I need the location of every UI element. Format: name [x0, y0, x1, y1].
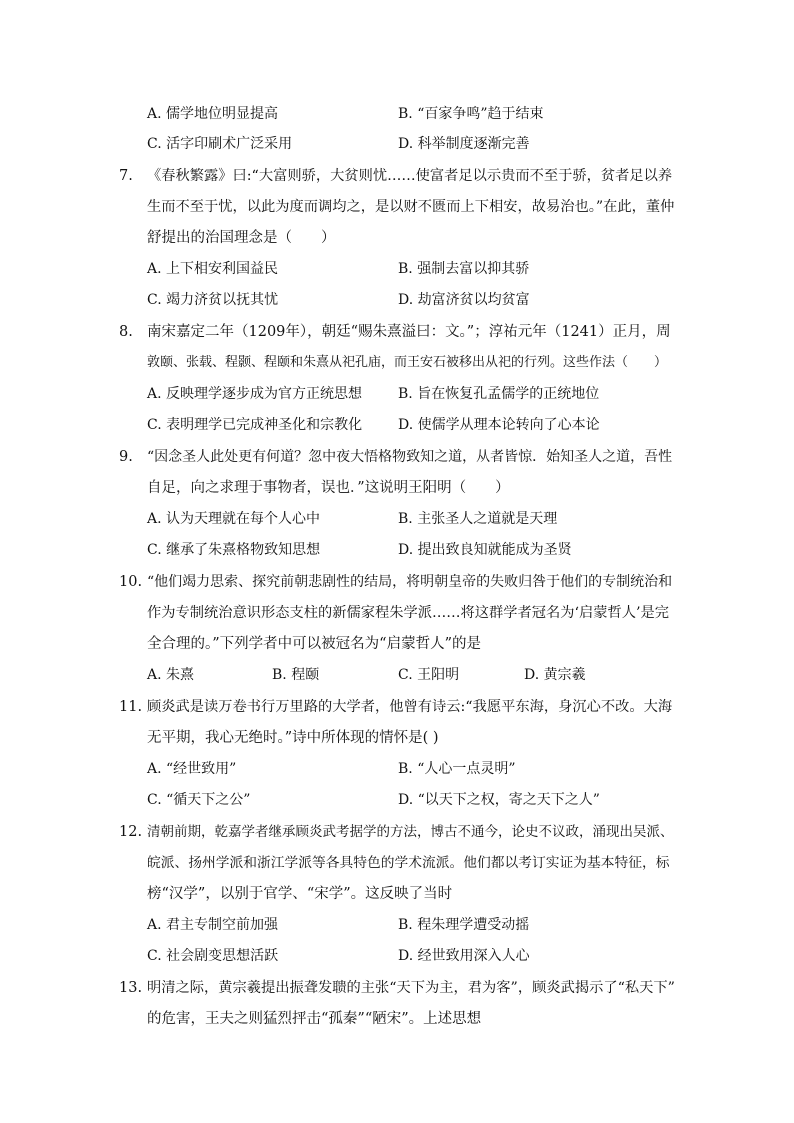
q7-stem-line-3: 舒提出的治国理念是（ ）: [147, 230, 336, 246]
q9-option-a: A. 认为天理就在每个人心中: [147, 511, 321, 527]
q7-option-b: B. 强制去富以抑其骄: [398, 261, 530, 277]
q6-option-a: A. 儒学地位明显提高: [147, 106, 279, 122]
q8-option-d: D. 使儒学从理本论转向了心本论: [398, 417, 600, 433]
q12-option-a: A. 君主专制空前加强: [147, 917, 279, 933]
q9-number: 9.: [119, 449, 133, 465]
q7-option-c: C. 竭力济贫以抚其忧: [147, 292, 279, 308]
q13-stem-line-1: 明清之际，黄宗羲提出振聋发聩的主张“天下为主，君为客”，顾炎武揭示了“私天下”: [147, 980, 675, 996]
q12-option-b: B. 程朱理学遭受动摇: [398, 917, 530, 933]
q12-stem-line-1: 清朝前期，乾嘉学者继承顾炎武考据学的方法，博古不通今，论史不议政，涌现出吴派、: [147, 824, 674, 840]
q7-stem-line-2: 生而不至于忧，以此为度而调均之，是以财不匮而上下相安，故易治也。”在此，董仲: [147, 199, 675, 215]
q10-option-c: C. 王阳明: [398, 667, 460, 683]
q11-number: 11.: [119, 699, 143, 715]
q10-stem-line-3: 全合理的。”下列学者中可以被冠名为“启蒙哲人”的是: [147, 636, 481, 652]
q9-stem-line-1: “因念圣人此处更有何道？忽中夜大悟格物致知之道，从者皆惊．始知圣人之道，吾性: [147, 449, 673, 465]
q11-option-a: A. “经世致用”: [147, 761, 237, 777]
q10-stem-line-1: “他们竭力思索、探究前朝悲剧性的结局，将明朝皇帝的失败归咎于他们的专制统治和: [147, 574, 673, 590]
q8-option-a: A. 反映理学逐步成为官方正统思想: [147, 386, 363, 402]
q9-option-d: D. 提出致良知就能成为圣贤: [398, 542, 572, 558]
q10-number: 10.: [119, 574, 143, 590]
q12-stem-line-3: 榜“汉学”，以别于官学、“宋学”。这反映了当时: [147, 886, 453, 902]
q6-option-d: D. 科举制度逐渐完善: [398, 136, 530, 152]
q12-option-c: C. 社会剧变思想活跃: [147, 948, 279, 964]
q12-stem-line-2: 皖派、扬州学派和浙江学派等各具特色的学术流派。他们都以考订实证为基本特征，标: [147, 855, 670, 871]
q6-option-c: C. 活字印刷术广泛采用: [147, 136, 293, 152]
q8-stem-line-2: 敦颐、张载、程颢、程颐和朱熹从祀孔庙，而王安石被移出从祀的行列。这些作法（ ）: [147, 355, 668, 370]
q8-number: 8.: [119, 324, 133, 340]
q10-option-a: A. 朱熹: [147, 667, 195, 683]
q9-option-c: C. 继承了朱熹格物致知思想: [147, 542, 321, 558]
q12-option-d: D. 经世致用深入人心: [398, 948, 530, 964]
q12-number: 12.: [119, 824, 143, 840]
q7-stem-line-1: 《春秋繁露》曰:“大富则骄，大贫则忧……使富者足以示贵而不至于骄，贫者足以养: [147, 168, 673, 184]
q6-option-b: B. “百家争鸣”趋于结束: [398, 106, 544, 122]
q9-option-b: B. 主张圣人之道就是天理: [398, 511, 558, 527]
q8-stem-line-1: 南宋嘉定二年（1209年），朝廷“赐朱熹溢曰：文。”；淳祐元年（1241）正月，周: [147, 324, 671, 340]
q7-option-d: D. 劫富济贫以均贫富: [398, 292, 530, 308]
q8-option-c: C. 表明理学已完成神圣化和宗教化: [147, 417, 363, 433]
q13-number: 13.: [119, 980, 143, 996]
q10-stem-line-2: 作为专制统治意识形态支柱的新儒家程朱学派……将这群学者冠名为‘启蒙哲人’是完: [147, 605, 670, 621]
q10-option-b: B. 程颐: [272, 667, 320, 683]
q13-stem-line-2: 的危害，王夫之则猛烈抨击“孤秦”“陋宋”。上述思想: [147, 1011, 482, 1027]
q7-option-a: A. 上下相安利国益民: [147, 261, 279, 277]
q11-option-d: D. “以天下之权，寄之天下之人”: [398, 792, 600, 808]
q11-option-b: B. “人心一点灵明”: [398, 761, 516, 777]
q11-stem-line-1: 顾炎武是读万卷书行万里路的大学者，他曾有诗云:“我愿平东海，身沉心不改。大海: [147, 699, 673, 715]
q9-stem-line-2: 自足，向之求理于事物者，误也．”这说明王阳明（ ）: [147, 480, 510, 496]
q11-option-c: C. “循天下之公”: [147, 792, 251, 808]
q10-option-d: D. 黄宗羲: [524, 667, 586, 683]
q7-number: 7.: [119, 168, 133, 184]
q8-option-b: B. 旨在恢复孔孟儒学的正统地位: [398, 386, 600, 402]
q11-stem-line-2: 无平期，我心无绝时。”诗中所体现的情怀是( ): [147, 730, 439, 746]
